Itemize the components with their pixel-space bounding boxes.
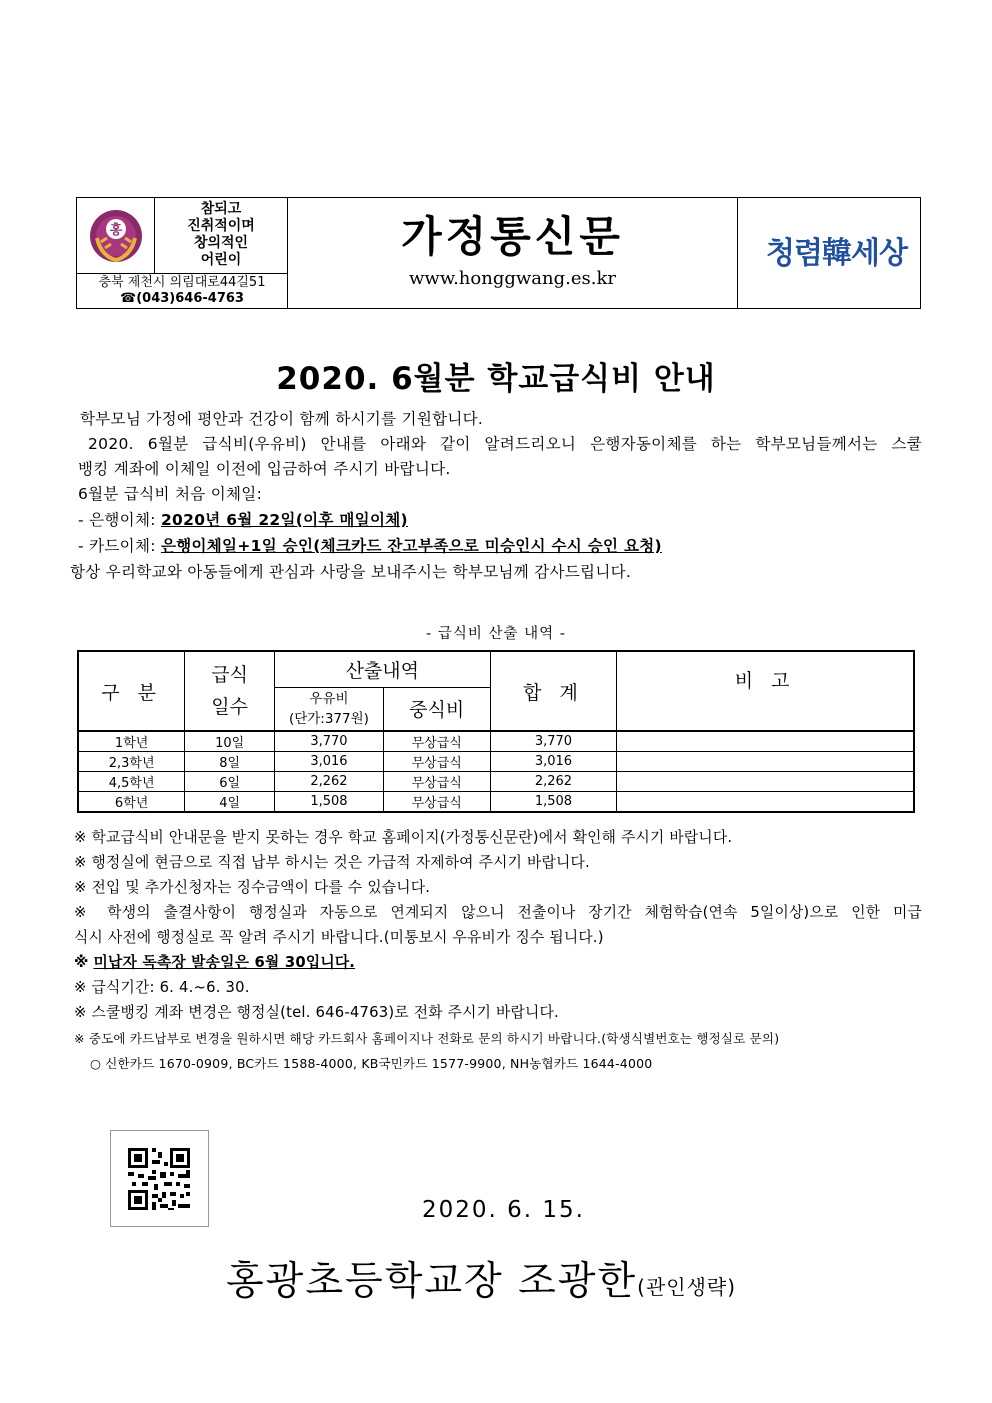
slogan-cell [738,198,921,308]
note-homepage: ※ 학교급식비 안내문을 받지 못하는 경우 학교 홈페이지(가정통신문란)에서 확인해 주시기 바랍니다. [74,829,733,846]
table-caption: - 급식비 산출 내역 - [426,626,566,642]
first-transfer-label: 6월분 급식비 처음 이체일: [78,485,263,503]
table-row [78,772,914,792]
row-milk: 2,262 [275,772,384,792]
issue-date: 2020. 6. 15. [422,1197,585,1223]
newsletter-title: 가정통신문 [401,212,624,261]
school-motto [155,198,288,274]
card-transfer-label: - 카드이체: [78,537,156,555]
bank-transfer-line [78,508,408,532]
row-days: 8일 [185,752,275,772]
intro-body-line1: 2020. 6월분 급식비(우유비) 안내를 아래와 같이 알려드리오니 은행자동이체를 하는 학부모님들께서는 스쿨 [88,435,922,453]
note-mark: ※ [74,954,89,971]
note-reminder-date: 미납자 독촉장 발송일은 6월 30입니다. [93,954,356,971]
card-transfer-line [78,534,662,558]
header-milk [275,687,384,731]
note-transfer-in: ※ 전입 및 추가신청자는 징수금액이 다를 수 있습니다. [74,879,431,896]
note-attendance-line2: 식시 사전에 행정실로 꼭 알려 주시기 바랍니다.(미통보시 우유비가 징수 됩니다.) [74,929,604,946]
motto-line: 진취적이며 [187,218,255,234]
intro-body-line2: 뱅킹 계좌에 이체일 이전에 입금하여 주시기 바랍니다. [78,460,451,478]
meal-fee-table [77,650,915,813]
note-account-change: ※ 스쿨뱅킹 계좌 변경은 행정실(tel. 646-4763)로 전화 주시기 바랍니다. [74,1004,559,1021]
header-category: 구 분 [78,651,185,731]
table-row [78,752,914,772]
header-milk-line1: 우유비 [309,690,349,707]
integrity-slogan-logo: 청렴韓세상 [766,236,907,271]
document-title: 2020. 6월분 학교급식비 안내 [276,361,716,397]
motto-line: 어린이 [200,252,242,268]
school-phone: ☎(043)646-4763 [120,291,244,306]
row-total: 1,508 [490,792,617,813]
row-grade: 2,3학년 [78,752,185,772]
qr-code-icon [110,1130,209,1227]
row-note [617,731,914,752]
header-days-line2: 일수 [211,696,248,718]
principal-signature [226,1250,736,1306]
row-days: 4일 [185,792,275,813]
note-reminder-line [74,950,355,975]
school-contact [77,274,288,309]
header-milk-line2: (단가:377원) [288,710,369,727]
row-lunch: 무상급식 [383,731,490,752]
school-address: 충북 제천시 의림대로44길51 [98,275,266,290]
table-row [78,792,914,813]
table-row [78,731,914,752]
row-lunch: 무상급식 [383,772,490,792]
bank-transfer-date: 2020년 6월 22일(이후 매일이체) [160,511,408,529]
row-days: 6일 [185,772,275,792]
row-note [617,792,914,813]
thanks-line: 항상 우리학교와 아동들에게 관심과 사랑을 보내주시는 학부모님께 감사드립니다. [70,563,632,581]
row-days: 10일 [185,731,275,752]
motto-line: 창의적인 [193,235,249,251]
header-lunch: 중식비 [383,687,490,731]
note-meal-period: ※ 급식기간: 6. 4.~6. 30. [74,979,250,996]
row-note [617,772,914,792]
note-card-change: ※ 중도에 카드납부로 변경을 원하시면 해당 카드회사 홈페이지나 전화로 문의 하시기 바랍니다.(학생식별번호는 행정실로 문의) [74,1031,780,1046]
header-note: 비 고 [617,651,914,731]
row-milk: 3,016 [275,752,384,772]
header-calc: 산출내역 [275,651,491,687]
card-company-contacts: ○ 신한카드 1670-0909, BC카드 1588-4000, KB국민카드 1577-9900, NH농협카드 1644-4000 [90,1056,653,1071]
header-days [185,651,275,731]
row-note [617,752,914,772]
principal-name: 홍광초등학교장 조광한 [226,1259,638,1304]
bank-transfer-label: - 은행이체: [78,511,156,529]
row-milk: 3,770 [275,731,384,752]
row-total: 3,016 [490,752,617,772]
qr-code-graphic [111,1131,208,1226]
greeting: 학부모님 가정에 평안과 건강이 함께 하시기를 기원합니다. [80,410,484,428]
emblem-letter: 홍 [109,223,123,238]
motto-line: 참되고 [200,201,242,217]
row-grade: 1학년 [78,731,185,752]
newsletter-title-cell [288,198,738,308]
letterhead [76,197,921,309]
school-logo-cell [77,198,155,274]
card-transfer-info: 은행이체일+1일 승인(체크카드 잔고부족으로 미승인시 수시 승인 요청) [160,537,662,555]
school-emblem-icon [77,198,155,274]
row-grade: 4,5학년 [78,772,185,792]
header-total: 합 계 [490,651,617,731]
row-lunch: 무상급식 [383,752,490,772]
row-total: 3,770 [490,731,617,752]
note-attendance-line1: ※ 학생의 출결사항이 행정실과 자동으로 연계되지 않으니 전출이나 장기간 체험학습(연속 5일이상)으로 인한 미급 [74,904,922,921]
seal-omitted-note: (관인생략) [637,1275,737,1299]
row-total: 2,262 [490,772,617,792]
row-lunch: 무상급식 [383,792,490,813]
row-grade: 6학년 [78,792,185,813]
header-days-line1: 급식 [211,664,248,686]
row-milk: 1,508 [275,792,384,813]
school-website: www.honggwang.es.kr [409,268,616,289]
note-cash: ※ 행정실에 현금으로 직접 납부 하시는 것은 가급적 자제하여 주시기 바랍니다. [74,854,590,871]
